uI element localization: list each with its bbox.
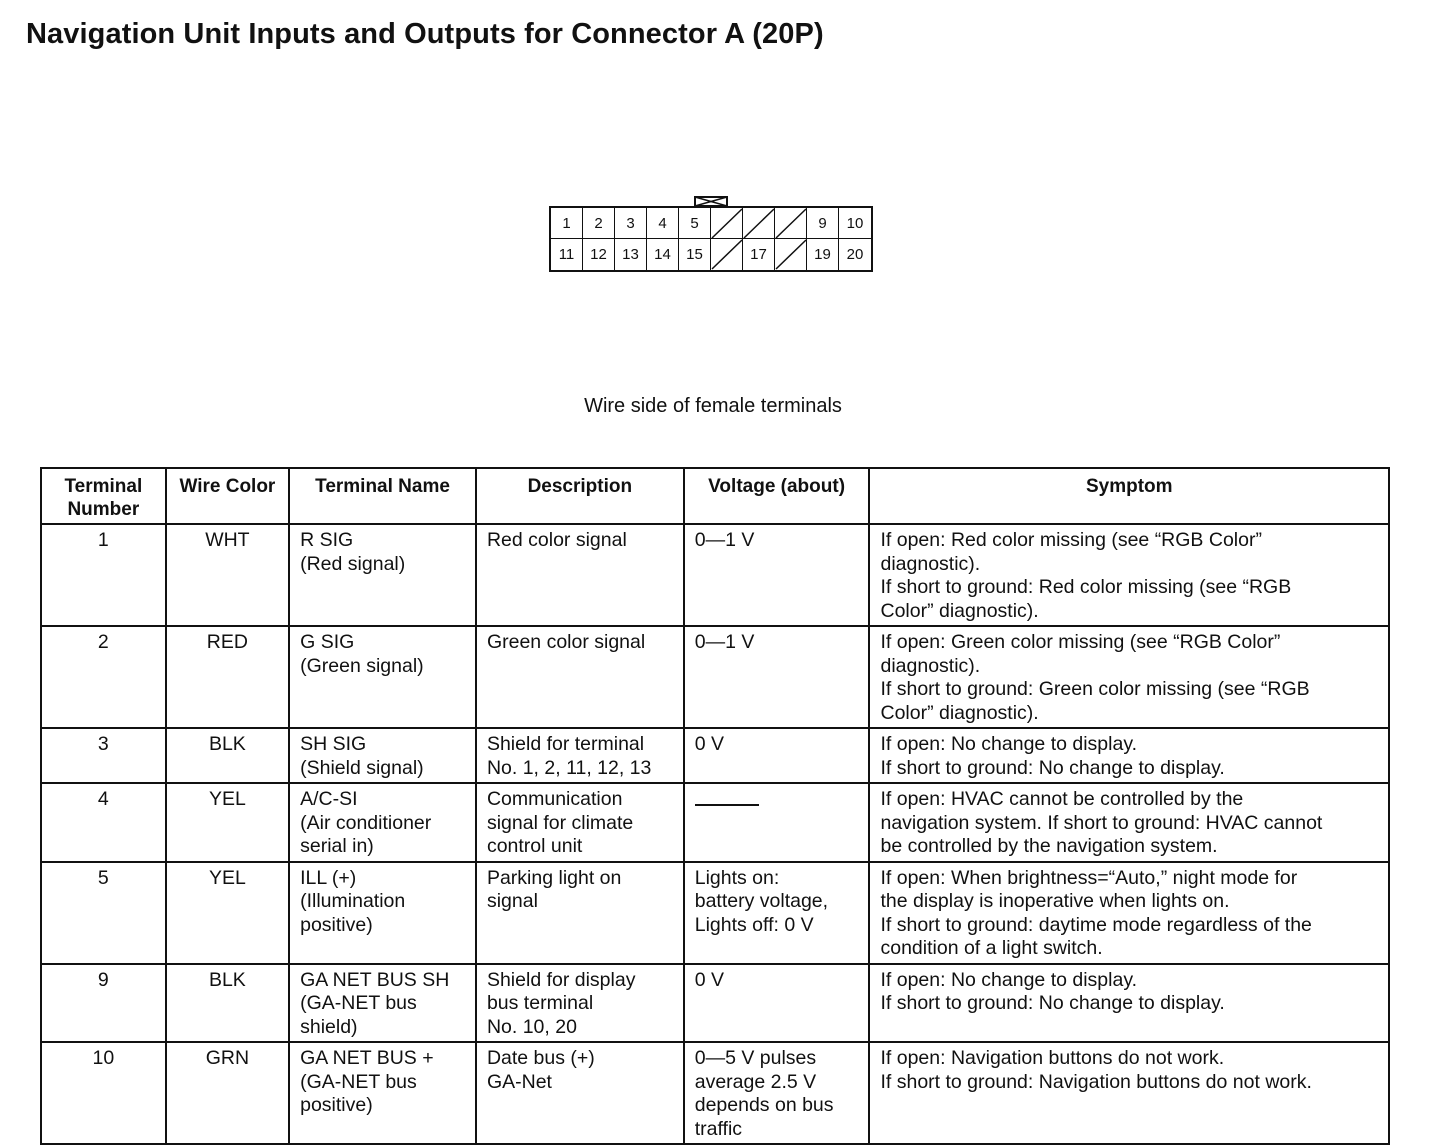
cell-line: battery voltage, [694, 890, 829, 912]
wire-color-cell: BLK [166, 728, 289, 783]
cell-line: GA NET BUS SH [300, 968, 450, 991]
cell-line: shield) [300, 1015, 358, 1038]
cell-line: Shield for terminal [486, 733, 645, 755]
connector-pin: 5 [679, 208, 711, 239]
cell-line: Lights off: 0 V [694, 913, 814, 936]
symptom-cell [869, 783, 1389, 862]
table-row [41, 728, 1389, 783]
header-symptom: Symptom [869, 468, 1389, 524]
voltage-cell [684, 783, 870, 862]
cell-line: 0—1 V [694, 631, 755, 653]
cell-line: 0 V [694, 733, 725, 755]
header-terminal-number: Terminal Number [41, 468, 166, 524]
terminal-number-cell: 9 [41, 964, 166, 1043]
cell-line: (GA-NET bus [300, 1070, 417, 1093]
cell-line: If open: When brightness=“Auto,” night mode for [880, 866, 1298, 889]
cell-line: If open: HVAC cannot be controlled by the [880, 788, 1244, 810]
cell-line: If open: No change to display. [880, 968, 1138, 991]
cell-line: If open: Red color missing (see “RGB Color” [880, 529, 1262, 551]
wire-color-cell: YEL [166, 783, 289, 862]
terminal-name-cell [289, 524, 476, 626]
cell-line: If open: Navigation buttons do not work. [880, 1047, 1225, 1069]
cell-line: (GA-NET bus [300, 992, 417, 1014]
cell-line: If short to ground: Red color missing (see “RGB [880, 576, 1292, 598]
cell-line: If short to ground: No change to display. [880, 756, 1225, 779]
description-cell [476, 964, 684, 1043]
cell-line: No. 10, 20 [486, 1015, 577, 1038]
cell-line: average 2.5 V [694, 1070, 817, 1093]
cell-line: ILL (+) [300, 866, 357, 889]
cell-line: Communication [486, 788, 623, 810]
cell-line: (Air conditioner [300, 811, 432, 834]
header-terminal-name: Terminal Name [289, 468, 476, 524]
connector-pin-blank [775, 239, 807, 270]
connector-pin: 20 [846, 246, 864, 263]
table-row [41, 626, 1389, 728]
terminal-number-cell: 2 [41, 626, 166, 728]
cell-line: (Shield signal) [300, 756, 424, 779]
cell-line: control unit [486, 835, 583, 857]
connector-pin: 19 [807, 239, 839, 270]
connector-lock-tab [694, 196, 728, 206]
voltage-cell [684, 626, 870, 728]
connector-pin: 14 [647, 239, 679, 270]
header-voltage: Voltage (about) [684, 468, 870, 524]
connector-pin-blank [743, 208, 775, 239]
cell-line: the display is inoperative when lights on. [880, 890, 1230, 912]
description-cell [476, 524, 684, 626]
cell-line: signal for climate [486, 811, 634, 834]
cell-line: G SIG [300, 631, 355, 653]
connector-pin: 10 [839, 208, 871, 239]
voltage-cell [684, 728, 870, 783]
terminal-name-cell [289, 783, 476, 862]
cell-line: GA-Net [486, 1070, 552, 1093]
wire-color-cell: GRN [166, 1042, 289, 1144]
header-wire-color: Wire Color [166, 468, 289, 524]
connector-pin: 1 [551, 208, 583, 239]
terminal-number-cell: 4 [41, 783, 166, 862]
description-cell [476, 728, 684, 783]
voltage-cell [684, 524, 870, 626]
terminal-name-cell [289, 626, 476, 728]
terminal-number-cell: 1 [41, 524, 166, 626]
cell-line: navigation system. If short to ground: HVAC cannot [880, 811, 1323, 834]
symptom-cell [869, 862, 1389, 964]
description-cell [476, 783, 684, 862]
connector-pin: 12 [583, 239, 615, 270]
terminal-number-cell: 5 [41, 862, 166, 964]
cell-line: (Green signal) [300, 654, 424, 677]
cell-line: Shield for display [486, 968, 636, 991]
table-row [41, 783, 1389, 862]
connector-pin: 17 [743, 239, 775, 270]
table-header-row [41, 468, 1389, 524]
cell-line: positive) [300, 1094, 373, 1116]
cell-line: 0 V [694, 968, 725, 991]
voltage-cell [684, 1042, 870, 1144]
terminal-name-cell [289, 964, 476, 1043]
connector-pin-blank [711, 208, 743, 239]
cell-line: (Illumination [300, 890, 406, 912]
cell-line: 0—5 V pulses [694, 1047, 817, 1069]
cell-line: serial in) [300, 835, 374, 857]
symptom-cell [869, 1042, 1389, 1144]
cell-line: depends on bus [694, 1094, 834, 1116]
cell-line: Red color signal [486, 529, 627, 551]
connector-pin-grid [549, 206, 873, 272]
cell-line: traffic [694, 1117, 743, 1140]
cell-line: Green color signal [486, 631, 646, 653]
header-description: Description [476, 468, 684, 524]
terminal-name-cell [289, 1042, 476, 1144]
connector-pin: 3 [615, 208, 647, 239]
cell-line: diagnostic). [880, 552, 981, 575]
cell-line: (Red signal) [300, 552, 406, 575]
terminal-number-cell: 10 [41, 1042, 166, 1144]
wire-color-cell: YEL [166, 862, 289, 964]
terminal-name-cell [289, 862, 476, 964]
connector-pin: 2 [583, 208, 615, 239]
connector-pin: 9 [807, 208, 839, 239]
voltage-cell [684, 964, 870, 1043]
cell-line: SH SIG [300, 733, 367, 755]
cell-line: positive) [300, 913, 373, 936]
cell-line: Parking light on [486, 866, 622, 889]
description-cell [476, 1042, 684, 1144]
cell-line: If open: No change to display. [880, 733, 1138, 755]
cell-line: If short to ground: daytime mode regardless of the [880, 913, 1312, 936]
table-row [41, 1042, 1389, 1144]
connector-diagram [549, 206, 873, 272]
cell-line: bus terminal [486, 992, 594, 1014]
cell-line: 0—1 V [694, 529, 755, 551]
cell-line: If short to ground: Green color missing (see “RGB [880, 678, 1310, 700]
description-cell [476, 626, 684, 728]
symptom-cell [869, 964, 1389, 1043]
cell-line: signal [486, 890, 538, 912]
cell-line: Color” diagnostic). [880, 701, 1039, 724]
symptom-cell [869, 524, 1389, 626]
page-title: Navigation Unit Inputs and Outputs for Connector A (20P) [26, 18, 824, 50]
table-row [41, 862, 1389, 964]
connector-pin-blank [711, 239, 743, 270]
cell-line: Date bus (+) [486, 1047, 595, 1069]
description-cell [476, 862, 684, 964]
cell-line: Color” diagnostic). [880, 599, 1039, 622]
connector-pin: 11 [551, 239, 583, 270]
cell-line: If open: Green color missing (see “RGB Color” [880, 631, 1281, 653]
connector-pin: 15 [679, 239, 711, 270]
cell-line: diagnostic). [880, 654, 981, 677]
symptom-cell [869, 728, 1389, 783]
cell-line: If short to ground: Navigation buttons do not work. [880, 1070, 1312, 1093]
cell-line: R SIG [300, 529, 354, 551]
connector-pin: 4 [647, 208, 679, 239]
io-table [40, 467, 1390, 1145]
connector-caption: Wire side of female terminals [584, 395, 842, 417]
terminal-number-cell: 3 [41, 728, 166, 783]
cell-line: be controlled by the navigation system. [880, 835, 1218, 857]
connector-pin-blank [775, 208, 807, 239]
cell-line: A/C-SI [300, 788, 358, 810]
cell-line: condition of a light switch. [880, 937, 1103, 959]
wire-color-cell: WHT [166, 524, 289, 626]
table-row [41, 524, 1389, 626]
connector-pin: 13 [615, 239, 647, 270]
table-row [41, 964, 1389, 1043]
terminal-name-cell [289, 728, 476, 783]
cell-line: Lights on: [694, 866, 780, 889]
wire-color-cell: BLK [166, 964, 289, 1043]
voltage-cell [684, 862, 870, 964]
wire-color-cell: RED [166, 626, 289, 728]
cell-line: If short to ground: No change to display. [880, 992, 1225, 1014]
cell-line: No. 1, 2, 11, 12, 13 [486, 756, 652, 779]
symptom-cell [869, 626, 1389, 728]
cell-line: GA NET BUS + [300, 1047, 434, 1069]
empty-value-dash [695, 804, 759, 806]
